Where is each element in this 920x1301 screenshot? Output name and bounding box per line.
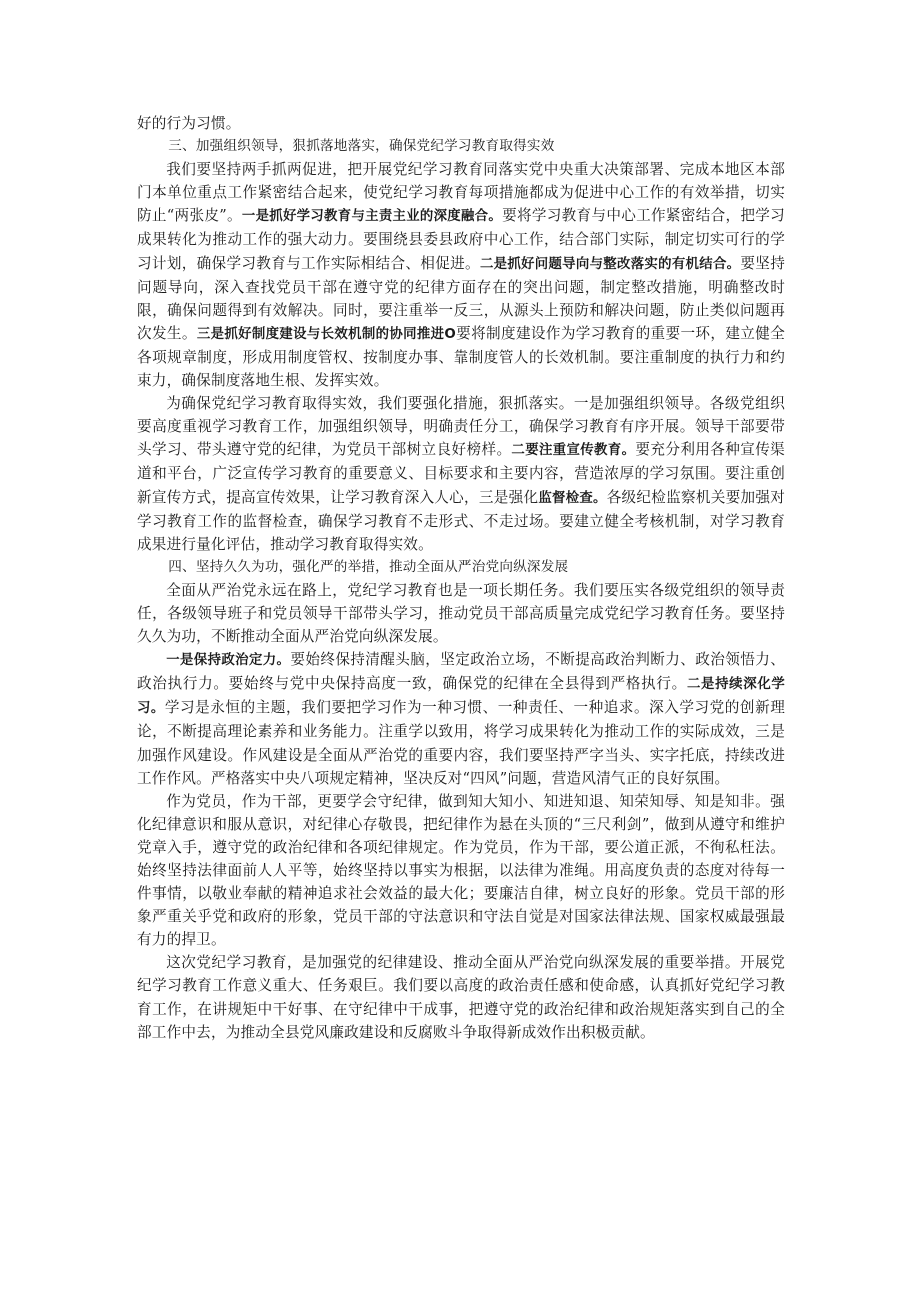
body-text: 要始终保持清醒头脑，坚定政治立场，不断提高政治判断力、政治领悟力、政治执行力。要始终与党中央保持高度一致，确保党的纪律在全县得到严格执行。 — [137, 651, 785, 693]
bold-lead-text: 二是持续深化学习。 — [137, 677, 785, 717]
body-text: 要充分利用各种宣传渠道和平台，广泛宣传学习教育的重要意义、目标要求和主要内容，营造浓厚的学习氛围。要注重创新宣传方式，提高宣传效果，让学习教育深入人心，三是强化 — [137, 441, 785, 506]
paragraph — [137, 392, 785, 556]
body-text: 好的行为习惯。 — [137, 115, 241, 132]
body-text: 要将制度建设作为学习教育的重要一环，建立健全各项规章制度，形成用制度管权、按制度办事、靠制度管人的长效机制。要注重制度的执行力和约束力，确保制度落地生根、发挥实效。 — [137, 324, 785, 390]
body-text: 我们要坚持两手抓两促进，把开展党纪学习教育同落实党中央重大决策部署、完成本地区本部门本单位重点工作紧密结合起来，使党纪学习教育每项措施都成为促进中心工作的有效举措，切实防止“两张皮”。 — [137, 161, 785, 225]
bold-lead-text: 监督检查。 — [538, 490, 607, 506]
body-text: 作为党员，作为干部，更要学会守纪律，做到知大知小、知进知退、知荣知辱、知是知非。强化纪律意识和服从意识，对纪律心存敬畏，把纪律作为悬在头顶的“三尺利剑”，做到从遵守和维护党章入手，遵守党的政治纪律和各项纪律规定。作为党员，作为干部，要公道正派，不徇私枉法。始终坚持法律面前人人平等，始终坚持以事实为根据，以法律为准绳。用高度负责的态度对待每一件事情，以敬业奉献的精神追求社会效益的最大化；要廉洁自律，树立良好的形象。党员干部的形象严重关乎党和政府的形象，党员干部的守法意识和守法自觉是对国家法律法规、国家权威最强最有力的捍卫。 — [137, 792, 785, 949]
body-text: 三、加强组织领导，狠抓落地落实，确保党纪学习教育取得实效 — [168, 138, 555, 155]
bold-lead-text: 二是抓好问题导向与整改落实的有机结合。 — [479, 256, 741, 272]
body-text: 为确保党纪学习教育取得实效，我们要强化措施，狠抓落实。一是加强组织领导。各级党组织要高度重视学习教育工作，加强组织领导，明确责任分工，确保学习教育有序开展。领导干部要带头学习、带头遵守党的纪律，为党员干部树立良好榜样。 — [137, 395, 785, 459]
paragraph — [137, 158, 785, 392]
body-text: 全面从严治党永远在路上，党纪学习教育也是一项长期任务。我们要压实各级党组织的领导责任，各级领导班子和党员领导干部带头学习，推动党员干部高质量完成党纪学习教育任务。要坚持久久为功，不断推动全面从严治党向纵深发展。 — [137, 581, 785, 646]
document-body — [137, 112, 785, 1044]
body-text: 四、坚持久久为功，强化严的举措，推动全面从严治党向纵深发展 — [168, 558, 569, 575]
body-text: 各级纪检监察机关要加强对学习教育工作的监督检查，确保学习教育不走形式、不走过场。要建立健全考核机制，对学习教育成果进行量化评估，推动学习教育取得实效。 — [137, 488, 786, 553]
paragraph — [137, 951, 785, 1043]
paragraph — [137, 790, 785, 952]
body-text: 要将学习教育与中心工作紧密结合，把学习成果转化为推动工作的强大动力。要围绕县委县政府中心工作，结合部门实际，制定切实可行的学习计划，确保学习教育与工作实际相结合、相促进。 — [137, 207, 785, 272]
paragraph — [137, 579, 785, 648]
body-text: 学习是永恒的主题，我们要把学习作为一种习惯、一种责任、一种追求。深入学习党的创新理论，不断提高理论素养和业务能力。注重学以致用，将学习成果转化为推动工作的实际成效，三是加强作风建设。作风建设是全面从严治党的重要内容，我们要坚持严字当头、实字托底，持续改进工作作风。严格落实中央八项规定精神，坚决反对“四风”问题，营造风清气正的良好氛围。 — [137, 699, 785, 787]
body-text: 这次党纪学习教育，是加强党的纪律建设、推动全面从严治党向纵深发展的重要举措。开展党纪学习教育工作意义重大、任务艰巨。我们要以高度的政治责任感和使命感，认真抓好党纪学习教育工作，在讲规矩中干好事、在守纪律中干成事，把遵守党的政治纪律和政治规矩落实到自己的全部工作中去，为推动全县党风廉政建设和反腐败斗争取得新成效作出积极贡献。 — [137, 954, 785, 1041]
paragraph — [137, 112, 785, 135]
section-heading — [137, 556, 785, 579]
bold-lead-text: 三是抓好制度建设与长效机制的协同推进O — [196, 326, 456, 342]
bold-lead-text: 一是保持政治定力。 — [166, 653, 291, 669]
bold-lead-text: 二要注重宣传教育。 — [511, 443, 636, 459]
section-heading — [137, 135, 785, 158]
paragraph — [137, 648, 785, 790]
bold-lead-text: 一是抓好学习教育与主责主业的深度融合。 — [241, 209, 503, 225]
body-text: 要坚持问题导向，深入查找党员干部在遵守党的纪律方面存在的突出问题，制定整改措施，明确整改时限，确保问题得到有效解决。同时，要注重举一反三，从源头上预防和解决问题，防止类似问题再次发生。 — [137, 254, 785, 342]
